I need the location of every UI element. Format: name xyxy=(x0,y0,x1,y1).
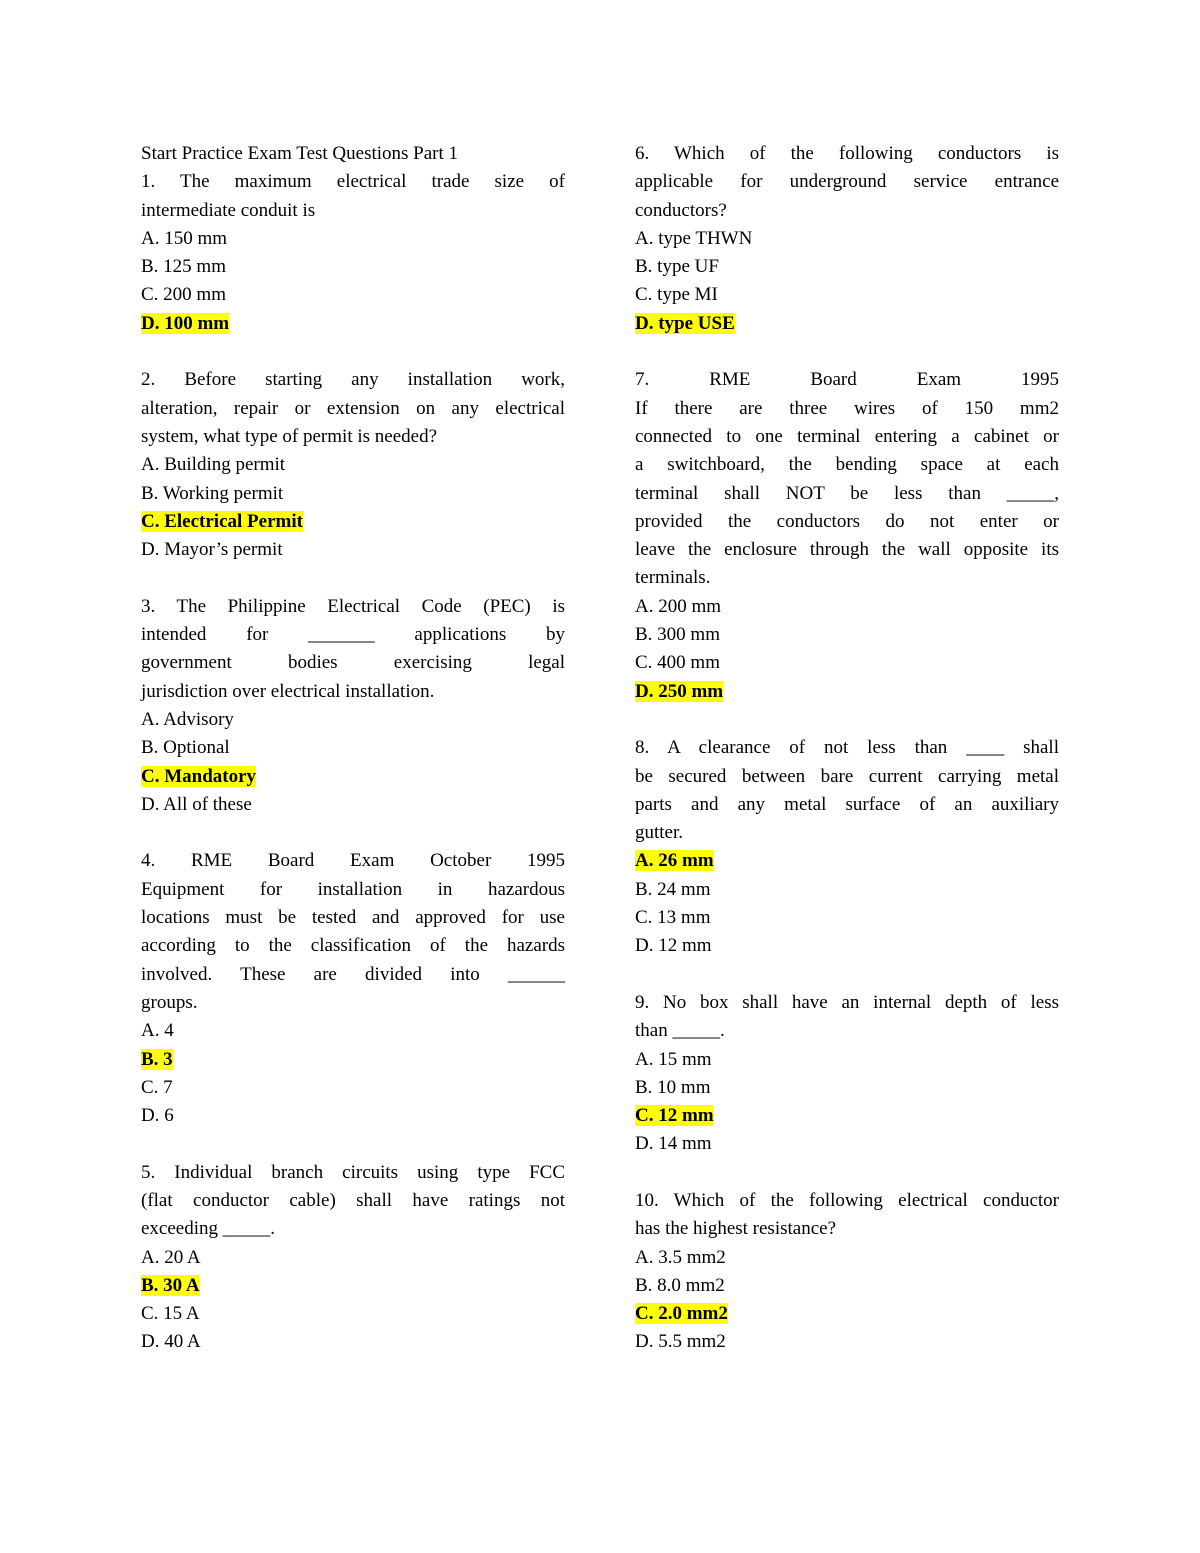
question-spacer xyxy=(141,1130,565,1158)
answer-option-text: B. 30 A xyxy=(141,1274,200,1296)
question-text-line: government bodies exercising legal xyxy=(141,652,565,674)
answer-option-text: A. Advisory xyxy=(141,708,234,730)
answer-option xyxy=(141,706,565,734)
answer-option-text: D. 6 xyxy=(141,1105,174,1127)
answer-option xyxy=(141,1074,565,1102)
answer-option xyxy=(141,734,565,762)
question-text-line: alteration, repair or extension on any electrical xyxy=(141,397,565,419)
answer-option-text: B. 3 xyxy=(141,1048,173,1070)
answer-option-text: C. 200 mm xyxy=(141,284,226,306)
correct-answer-option xyxy=(635,678,1059,706)
correct-answer-option xyxy=(635,1102,1059,1130)
answer-option xyxy=(635,932,1059,960)
question-text-line: exceeding _____. xyxy=(141,1218,276,1240)
answer-option xyxy=(141,536,565,564)
answer-option xyxy=(635,1328,1059,1356)
question-text-line: terminal shall NOT be less than _____, xyxy=(635,482,1059,504)
answer-option-text: B. 10 mm xyxy=(635,1076,711,1098)
question-text-line: locations must be tested and approved for use xyxy=(141,907,565,929)
answer-option xyxy=(141,1102,565,1130)
question-text-line: provided the conductors do not enter or xyxy=(635,510,1059,532)
question-5 xyxy=(141,1130,565,1356)
question-6 xyxy=(635,140,1059,338)
question-text-line: connected to one terminal entering a cabinet or xyxy=(635,425,1059,447)
left-column xyxy=(141,140,565,1357)
question-text-line: 8. A clearance of not less than ____ shall xyxy=(635,737,1059,759)
answer-option xyxy=(635,1046,1059,1074)
answer-option-text: C. 12 mm xyxy=(635,1105,714,1127)
answer-option xyxy=(141,1017,565,1045)
answer-option xyxy=(141,480,565,508)
answer-option xyxy=(635,1130,1059,1158)
answer-option-text: D. All of these xyxy=(141,793,252,815)
question-text-line: Equipment for installation in hazardous xyxy=(141,878,565,900)
answer-option xyxy=(635,649,1059,677)
question-text-line: 5. Individual branch circuits using type FCC xyxy=(141,1161,565,1183)
answer-option-text: B. type UF xyxy=(635,256,719,278)
answer-option xyxy=(635,281,1059,309)
answer-option-text: A. 20 A xyxy=(141,1246,201,1268)
question-text-line: 9. No box shall have an internal depth of less xyxy=(635,991,1059,1013)
answer-option-text: D. 100 mm xyxy=(141,312,230,334)
answer-option xyxy=(635,876,1059,904)
answer-option-text: D. 40 A xyxy=(141,1331,201,1353)
answer-option xyxy=(635,593,1059,621)
answer-option-text: D. 5.5 mm2 xyxy=(635,1331,726,1353)
answer-option-text: B. 300 mm xyxy=(635,624,720,646)
question-text-line: 3. The Philippine Electrical Code (PEC) is xyxy=(141,595,565,617)
answer-option xyxy=(635,1074,1059,1102)
document-title: Start Practice Exam Test Questions Part 1 xyxy=(141,143,459,164)
question-text-line: parts and any metal surface of an auxiliary xyxy=(635,793,1059,815)
answer-option-text: C. Electrical Permit xyxy=(141,510,303,532)
answer-option-text: A. 26 mm xyxy=(635,850,714,872)
question-3 xyxy=(141,564,565,819)
answer-option xyxy=(141,1244,565,1272)
question-10 xyxy=(635,1159,1059,1357)
question-text-line: according to the classification of the hazards xyxy=(141,935,565,957)
correct-answer-option xyxy=(141,1046,565,1074)
question-text-line: groups. xyxy=(141,991,198,1013)
question-text-line: gutter. xyxy=(635,822,684,844)
question-spacer xyxy=(635,1159,1059,1187)
answer-option-text: B. 125 mm xyxy=(141,256,226,278)
answer-option-text: D. 14 mm xyxy=(635,1133,712,1155)
answer-option-text: D. 250 mm xyxy=(635,680,724,702)
answer-option-text: C. 15 A xyxy=(141,1303,200,1325)
answer-option xyxy=(635,1272,1059,1300)
answer-option-text: D. Mayor’s permit xyxy=(141,539,283,561)
question-spacer xyxy=(635,338,1059,366)
question-9 xyxy=(635,961,1059,1159)
question-text-line: be secured between bare current carrying metal xyxy=(635,765,1059,787)
question-text-line: 2. Before starting any installation work, xyxy=(141,369,565,391)
answer-option xyxy=(635,904,1059,932)
answer-option xyxy=(635,225,1059,253)
answer-option-text: C. 7 xyxy=(141,1076,173,1098)
answer-option xyxy=(635,253,1059,281)
correct-answer-option xyxy=(141,508,565,536)
answer-option-text: C. Mandatory xyxy=(141,765,257,787)
answer-option-text: A. 150 mm xyxy=(141,227,228,249)
question-text-line: intermediate conduit is xyxy=(141,199,316,221)
question-text-line: If there are three wires of 150 mm2 xyxy=(635,397,1059,419)
question-text-line: conductors? xyxy=(635,199,727,221)
question-text-line: 1. The maximum electrical trade size of xyxy=(141,171,565,193)
answer-option-text: A. 15 mm xyxy=(635,1048,712,1070)
correct-answer-option xyxy=(141,763,565,791)
question-8 xyxy=(635,706,1059,961)
question-1 xyxy=(141,168,565,338)
question-text-line: (flat conductor cable) shall have ratings not xyxy=(141,1189,565,1211)
question-text-line: 10. Which of the following electrical conductor xyxy=(635,1189,1059,1211)
question-text-line: has the highest resistance? xyxy=(635,1218,837,1240)
answer-option xyxy=(141,1328,565,1356)
answer-option-text: D. type USE xyxy=(635,312,735,334)
correct-answer-option xyxy=(141,310,565,338)
question-text-line: 6. Which of the following conductors is xyxy=(635,143,1059,164)
right-column xyxy=(635,140,1059,1357)
answer-option-text: A. 200 mm xyxy=(635,595,722,617)
answer-option-text: C. 400 mm xyxy=(635,652,720,674)
answer-option-text: C. 2.0 mm2 xyxy=(635,1303,728,1325)
question-text-line: than _____. xyxy=(635,1020,725,1042)
question-text-line: intended for _______ applications by xyxy=(141,624,565,646)
question-spacer xyxy=(141,564,565,592)
answer-option xyxy=(141,1300,565,1328)
answer-option xyxy=(141,791,565,819)
question-spacer xyxy=(635,961,1059,989)
answer-option-text: A. type THWN xyxy=(635,227,753,249)
question-spacer xyxy=(141,338,565,366)
question-text-line: system, what type of permit is needed? xyxy=(141,425,438,447)
question-text-line: jurisdiction over electrical installation. xyxy=(141,680,435,702)
correct-answer-option xyxy=(635,847,1059,875)
question-text-line: a switchboard, the bending space at each xyxy=(635,454,1059,476)
answer-option xyxy=(141,451,565,479)
question-text-line: applicable for underground service entrance xyxy=(635,171,1059,193)
question-text-line: leave the enclosure through the wall opposite its xyxy=(635,539,1059,561)
answer-option-text: A. 3.5 mm2 xyxy=(635,1246,726,1268)
question-4 xyxy=(141,819,565,1130)
answer-option-text: B. 8.0 mm2 xyxy=(635,1274,725,1296)
answer-option xyxy=(635,1244,1059,1272)
answer-option-text: A. 4 xyxy=(141,1020,174,1042)
correct-answer-option xyxy=(635,1300,1059,1328)
question-text-line: terminals. xyxy=(635,567,711,589)
answer-option-text: C. type MI xyxy=(635,284,718,306)
answer-option xyxy=(635,621,1059,649)
correct-answer-option xyxy=(141,1272,565,1300)
answer-option xyxy=(141,253,565,281)
question-text-line: 7. RME Board Exam 1995 xyxy=(635,369,1059,391)
answer-option-text: C. 13 mm xyxy=(635,907,711,929)
question-spacer xyxy=(141,819,565,847)
answer-option xyxy=(141,225,565,253)
answer-option-text: B. Working permit xyxy=(141,482,284,504)
question-7 xyxy=(635,338,1059,706)
answer-option-text: B. 24 mm xyxy=(635,878,711,900)
answer-option-text: B. Optional xyxy=(141,737,230,759)
question-spacer xyxy=(635,706,1059,734)
correct-answer-option xyxy=(635,310,1059,338)
question-2 xyxy=(141,338,565,564)
answer-option-text: D. 12 mm xyxy=(635,935,712,957)
answer-option xyxy=(141,281,565,309)
answer-option-text: A. Building permit xyxy=(141,454,286,476)
question-text-line: 4. RME Board Exam October 1995 xyxy=(141,850,565,872)
question-text-line: involved. These are divided into ______ xyxy=(141,963,565,985)
